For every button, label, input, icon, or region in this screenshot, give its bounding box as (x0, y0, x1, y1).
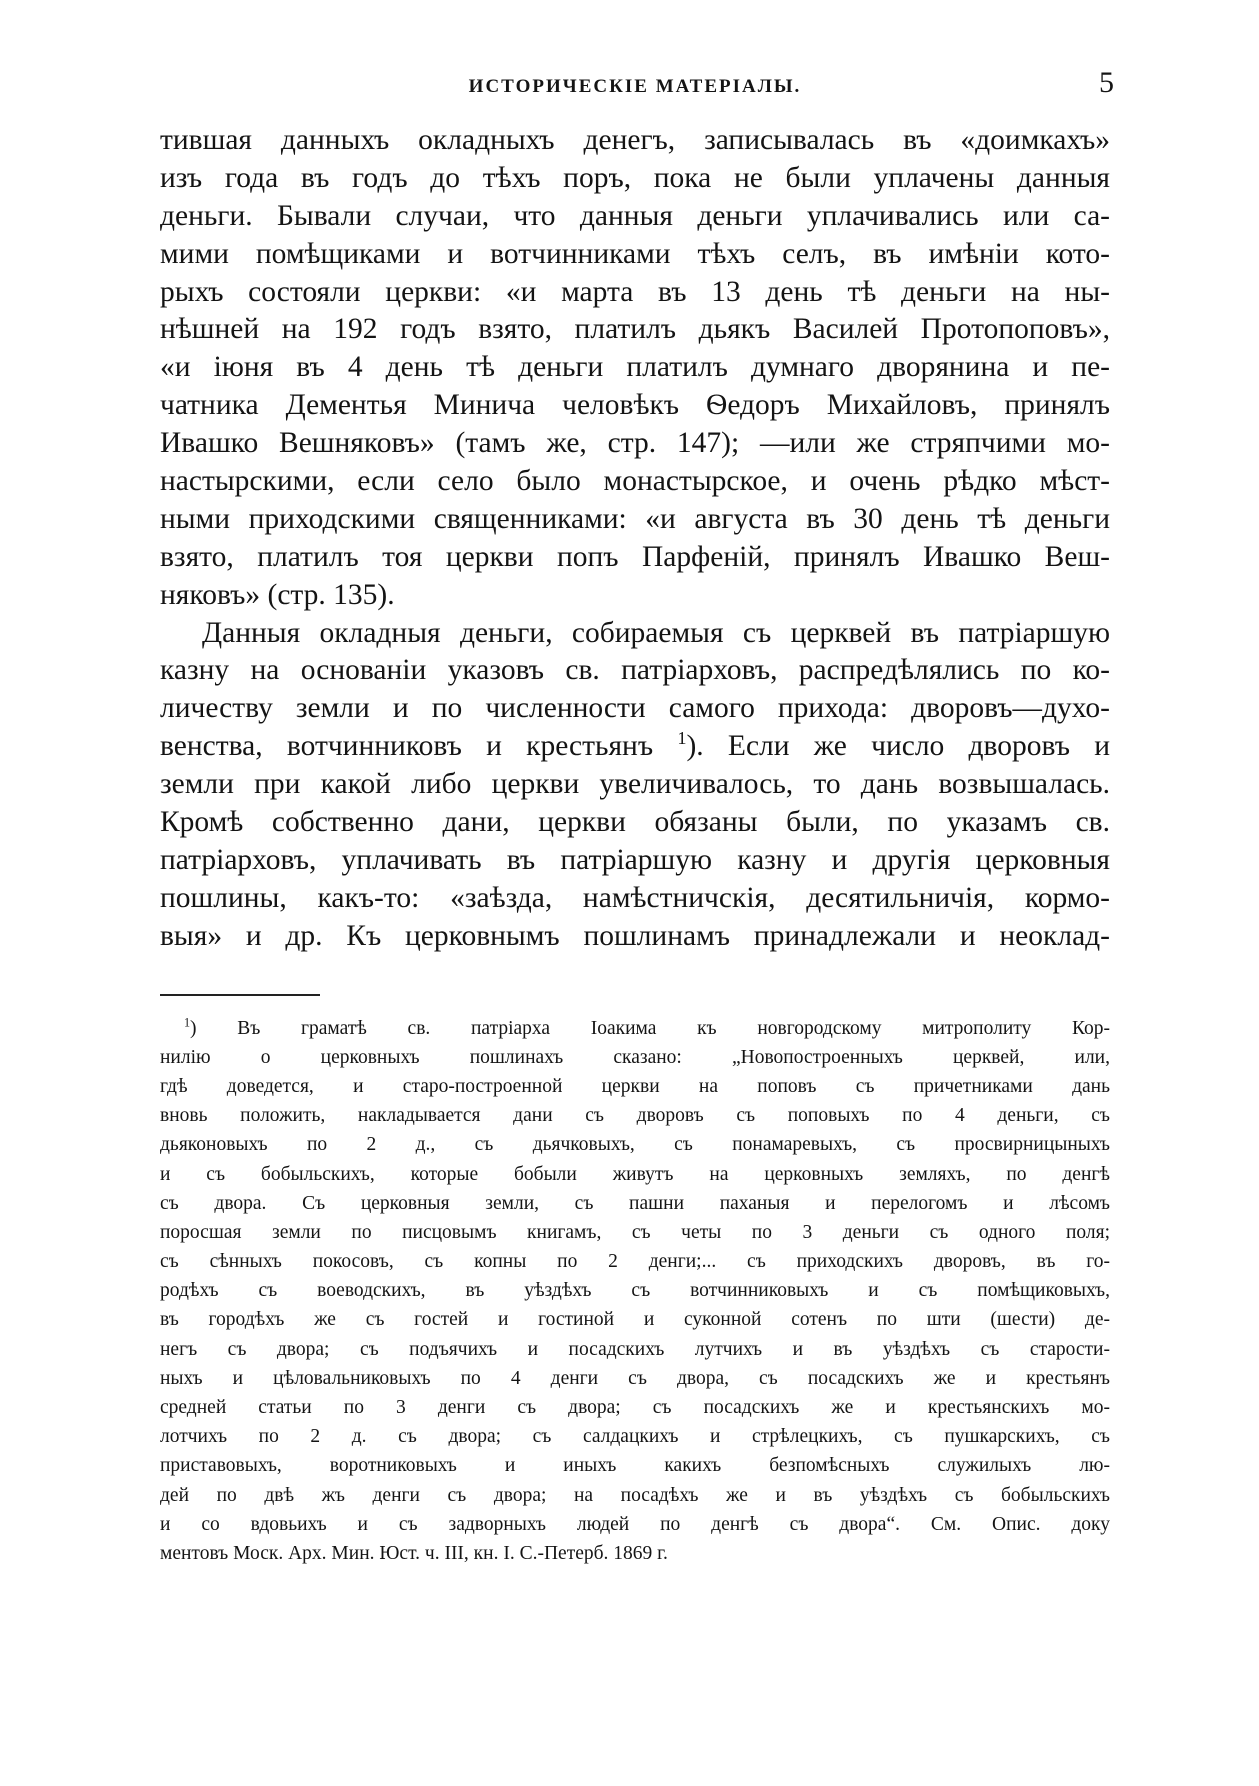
body-line: изъ года въ годъ до тѣхъ поръ, пока не были уплачены данныя (160, 161, 1110, 194)
footnote-line: и съ бобыльскихъ, которые бобыли живутъ на церковныхъ земляхъ, по денгѣ (160, 1163, 1110, 1185)
running-header (160, 66, 1114, 114)
body-line: выя» и др. Къ церковнымъ пошлинамъ принадлежали и неоклад- (160, 919, 1110, 952)
footnote-reference[interactable]: 1 (677, 728, 687, 749)
body-line: чатника Дементья Минича человѣкъ Ѳедоръ Михайловъ, принялъ (160, 389, 1110, 422)
body-line: деньги. Бывали случаи, что данныя деньги уплачивались или са- (160, 199, 1110, 232)
footnote-line: дьяконовыхъ по 2 д., съ дьячковыхъ, съ понамаревыхъ, съ просвирницыныхъ (160, 1134, 1110, 1156)
body-line-text: ). Если же число дворовъ и (686, 730, 1110, 763)
body-line-text: венства, вотчинниковъ и крестьянъ (160, 730, 654, 763)
footnote-line: нилію о церковныхъ пошлинахъ сказано: „Новопостроенныхъ церквей, или, (160, 1046, 1110, 1068)
footnote-line: дей по двѣ жъ денги съ двора; на посадѣхъ же и въ уѣздѣхъ съ бобыльскихъ (160, 1484, 1110, 1506)
body-line: мими помѣщиками и вотчинниками тѣхъ селъ, въ имѣніи кото- (160, 237, 1110, 270)
footnote-line (160, 1014, 1110, 1043)
footnote-line: ментовъ Моск. Арх. Мин. Юст. ч. III, кн. I. С.-Петерб. 1869 г. (160, 1542, 668, 1564)
body-line: Данныя окладныя деньги, собираемыя съ церквей въ патріаршую (202, 616, 1110, 649)
body-line: «и іюня въ 4 день тѣ деньги платилъ думнаго дворянина и пе- (160, 351, 1110, 384)
body-line: настырскими, если село было монастырское, и очень рѣдко мѣст- (160, 465, 1110, 498)
body-line: пошлины, какъ-то: «заѣзда, намѣстничскія, десятильничія, кормо- (160, 881, 1110, 914)
footnote-line: гдѣ доведется, и старо-построенной церкви на поповъ съ причетниками дань (160, 1075, 1110, 1097)
body-line: Ивашко Вешняковъ» (тамъ же, стр. 147); —или же стряпчими мо- (160, 427, 1110, 460)
body-line: тившая данныхъ окладныхъ денегъ, записывалась въ «доимкахъ» (160, 124, 1110, 156)
footnote-divider (160, 994, 320, 996)
footnote-marker: 1 (184, 1015, 191, 1030)
footnote-line: поросшая земли по писцовымъ книгамъ, съ четы по 3 деньги съ одного поля; (160, 1221, 1110, 1243)
footnote-line: и со вдовьихъ и съ задворныхъ людей по денгѣ съ двора“. См. Опис. доку (160, 1513, 1110, 1535)
body-line: ными приходскими священниками: «и августа въ 30 день тѣ деньги (160, 502, 1110, 535)
footnote-line-text: ) Въ граматѣ св. патріарха Іоакима къ новгородскому митрополиту Кор- (190, 1017, 1110, 1039)
footnote-line: лотчихъ по 2 д. съ двора; съ салдацкихъ и стрѣлецкихъ, съ пушкарскихъ, съ (160, 1426, 1110, 1448)
running-title: ИСТОРИЧЕСКІЕ МАТЕРІАЛЫ. (468, 76, 802, 97)
body-line: взято, платилъ тоя церкви попъ Парфеній, принялъ Ивашко Веш- (160, 540, 1110, 573)
body-line: личеству земли и по численности самого прихода: дворовъ—духо- (160, 692, 1110, 725)
body-line: земли при какой либо церкви увеличивалось, то дань возвышалась. (160, 768, 1110, 801)
main-text (160, 122, 1110, 956)
body-line: Кромѣ собственно дани, церкви обязаны были, по указамъ св. (160, 806, 1110, 839)
footnote-line: съ сѣнныхъ покосовъ, съ копны по 2 денги;... съ приходскихъ дворовъ, въ го- (160, 1251, 1110, 1273)
body-line: няковъ» (стр. 135). (160, 578, 395, 611)
body-line-with-footnote-ref (160, 728, 1110, 766)
page-number: 5 (1099, 66, 1114, 99)
footnote-line: съ двора. Съ церковныя земли, съ пашни паханыя и перелогомъ и лѣсомъ (160, 1192, 1110, 1214)
footnote-line: вновь положить, накладывается дани съ дворовъ съ поповыхъ по 4 деньги, съ (160, 1105, 1110, 1127)
body-line: патріарховъ, уплачивать въ патріаршую казну и другія церковныя (160, 843, 1110, 876)
footnote-line: ныхъ и цѣловальниковыхъ по 4 денги съ двора, съ посадскихъ же и крестьянъ (160, 1367, 1110, 1389)
footnote (160, 1014, 1110, 1569)
footnote-line: въ городѣхъ же съ гостей и гостиной и суконной сотенъ по шти (шести) де- (160, 1309, 1110, 1331)
footnote-line: приставовыхъ, воротниковыхъ и иныхъ какихъ безпомѣсныхъ служилыхъ лю- (160, 1455, 1110, 1477)
body-line: рыхъ состояли церкви: «и марта въ 13 день тѣ деньги на ны- (160, 275, 1110, 308)
body-line: нѣшней на 192 годъ взято, платилъ дьякъ Василей Протопоповъ», (160, 313, 1110, 346)
footnote-line: средней статьи по 3 денги съ двора; съ посадскихъ же и крестьянскихъ мо- (160, 1397, 1110, 1419)
document-page (160, 66, 1114, 1746)
body-line: казну на основаніи указовъ св. патріарховъ, распредѣлялись по ко- (160, 654, 1110, 687)
footnote-line: негъ съ двора; съ подъячихъ и посадскихъ лутчихъ и въ уѣздѣхъ съ старости- (160, 1338, 1110, 1360)
footnote-line: родѣхъ съ воеводскихъ, въ уѣздѣхъ съ вотчинниковыхъ и съ помѣщиковыхъ, (160, 1280, 1110, 1302)
